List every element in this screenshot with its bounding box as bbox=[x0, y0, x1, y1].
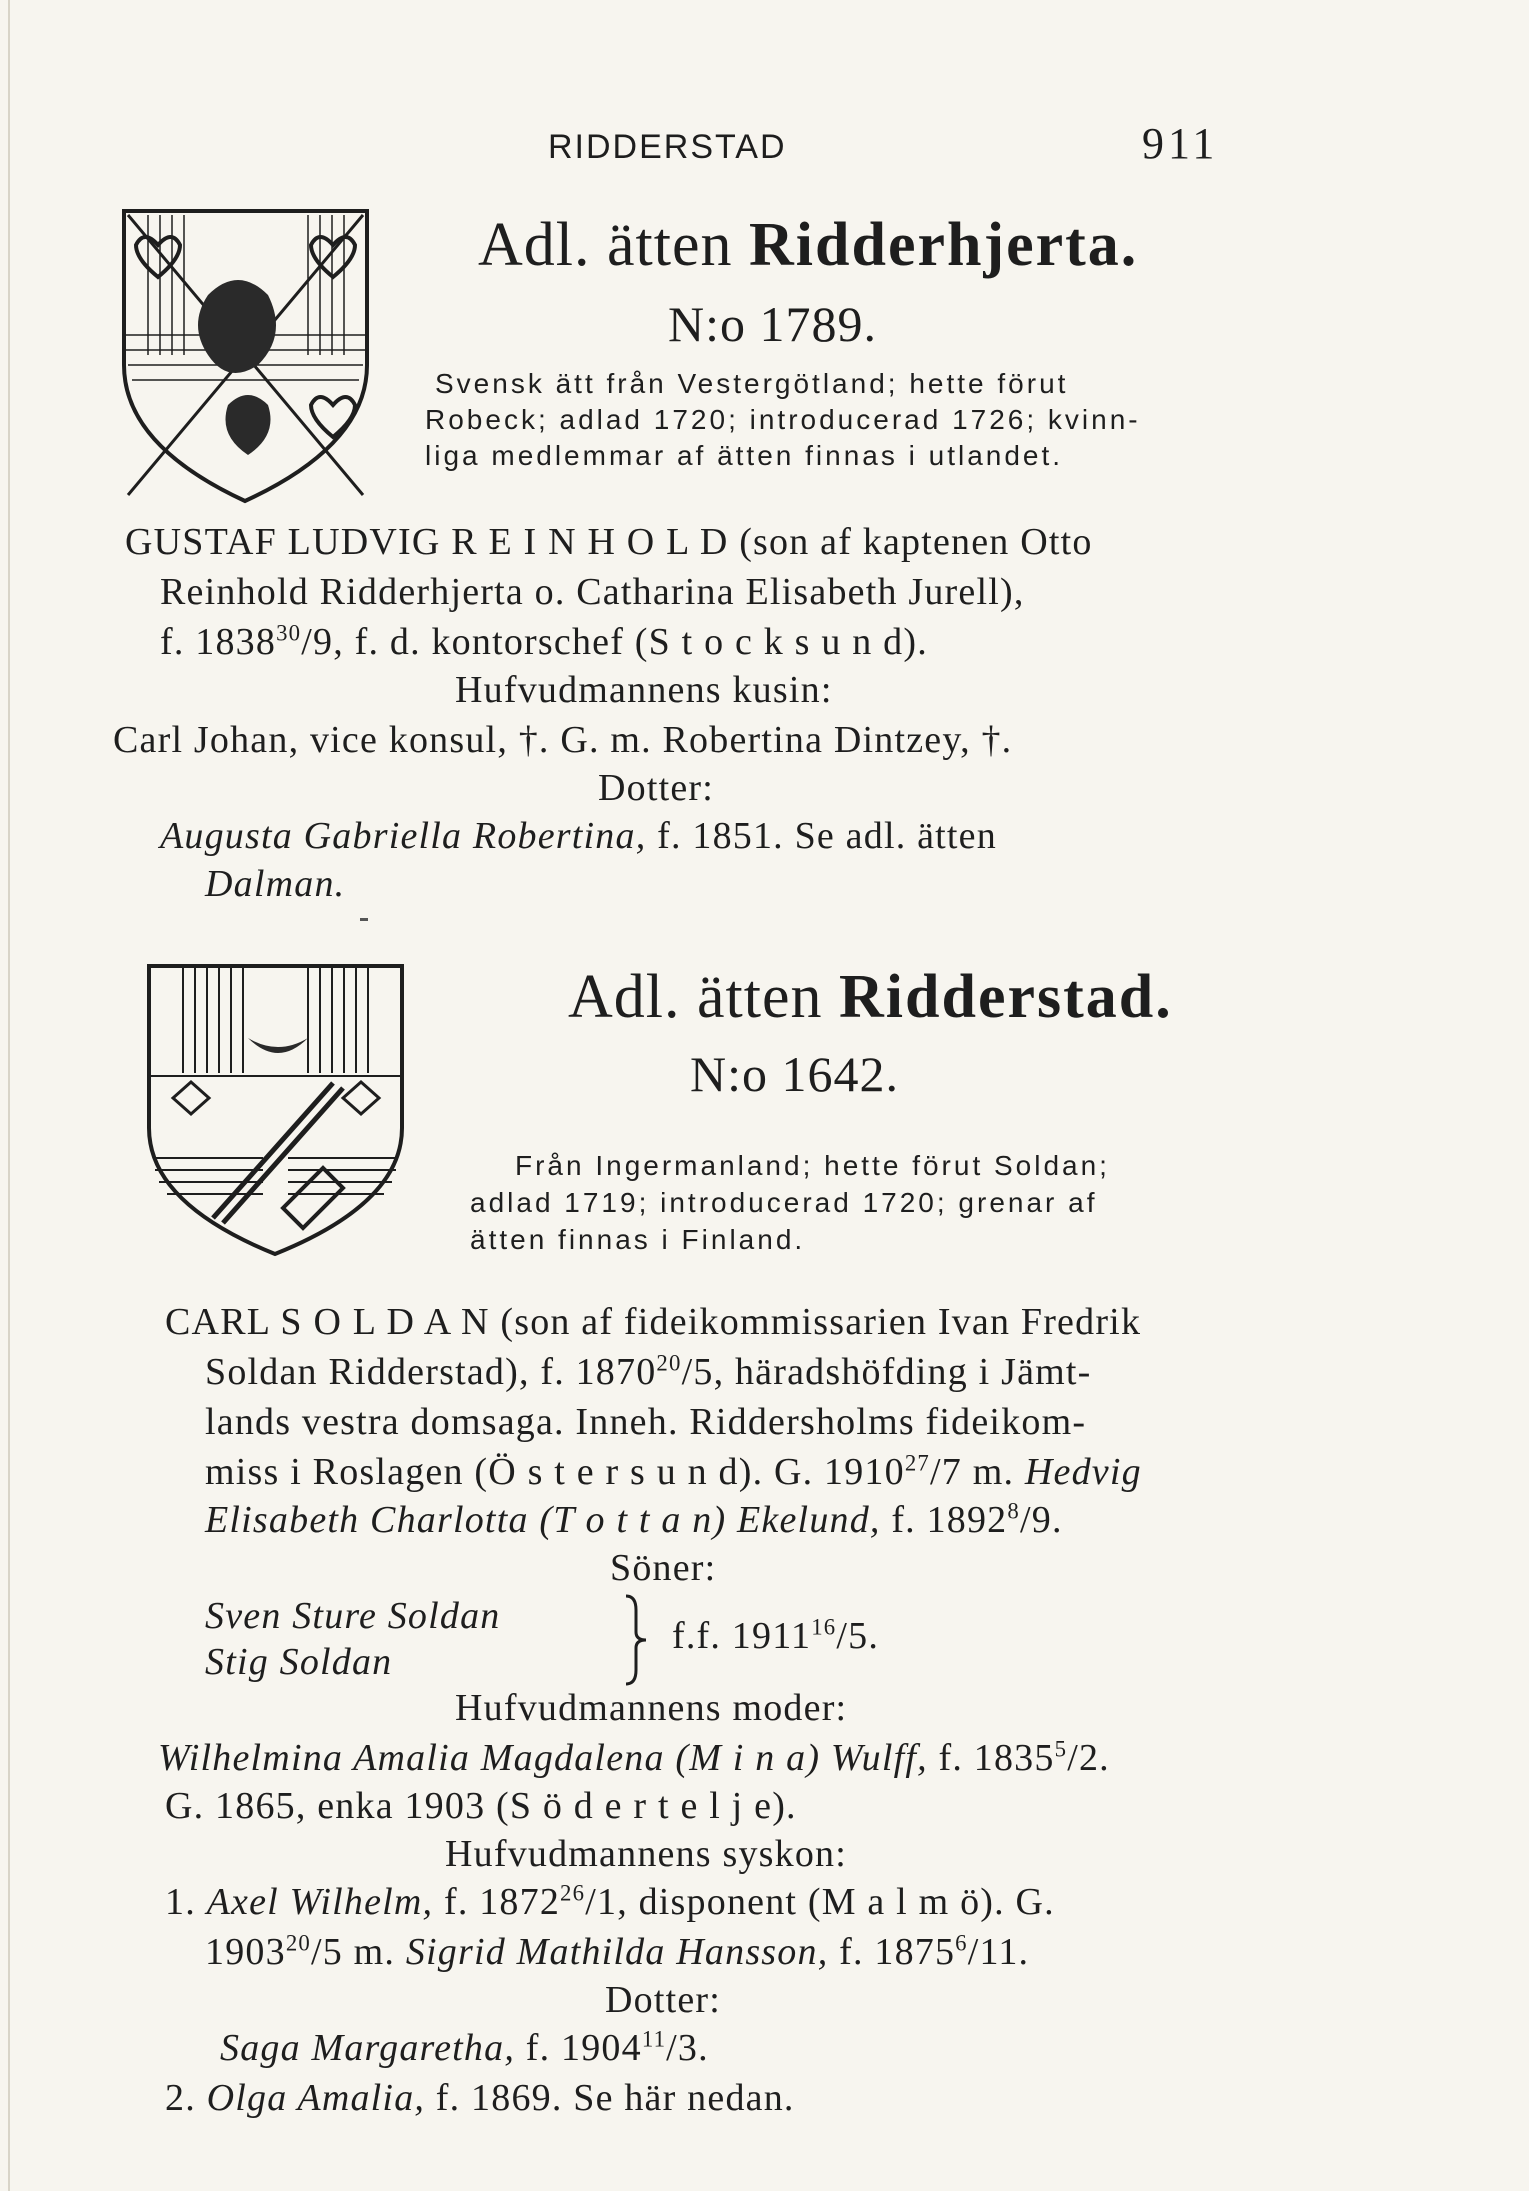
sons-birth bbox=[672, 1614, 879, 1658]
running-header: RIDDERSTAD bbox=[548, 128, 787, 166]
date-sup: 20 bbox=[285, 1930, 312, 1956]
page-edge bbox=[8, 0, 10, 2191]
intro-line: Från Ingermanland; hette förut Soldan; bbox=[515, 1150, 1110, 1181]
head-of-family-line bbox=[165, 1300, 1141, 1344]
date-sup: 5 bbox=[1054, 1736, 1068, 1762]
intro-line: adlad 1719; introducerad 1720; grenar af bbox=[470, 1187, 1098, 1218]
intro-line: liga medlemmar af ätten finnas i utlandet. bbox=[425, 440, 1064, 471]
divider bbox=[360, 918, 368, 921]
mother-line bbox=[158, 1736, 1110, 1780]
coat-of-arms-ridderhjerta bbox=[118, 205, 373, 505]
head-text bbox=[205, 1450, 1142, 1494]
person-name: Hedvig bbox=[1024, 1451, 1142, 1493]
sibling-line bbox=[165, 1880, 1055, 1924]
date-sup: 6 bbox=[955, 1930, 968, 1956]
cousin-line: Carl Johan, vice konsul, †. G. m. Robertina Dintzey, †. bbox=[113, 719, 1013, 761]
date-sup: 11 bbox=[641, 2026, 667, 2052]
person-text: f. 1851. Se adl. ätten bbox=[657, 815, 997, 857]
sibling-daughter-line bbox=[220, 2026, 709, 2070]
family-title-name: Ridderstad. bbox=[839, 963, 1173, 1031]
date-text: /7 m. bbox=[930, 1451, 1015, 1493]
list-number: 1. bbox=[165, 1881, 196, 1923]
section-heading: Hufvudmannens kusin: bbox=[455, 669, 833, 711]
head-name: GUSTAF LUDVIG R E I N H O L D bbox=[125, 521, 729, 563]
list-number: 2. bbox=[165, 2077, 196, 2119]
date-text: f. 1838 bbox=[160, 621, 277, 663]
sibling-line bbox=[165, 2076, 795, 2120]
person-name: Elisabeth Charlotta (T o t t a n) Ekelund, bbox=[205, 1499, 881, 1541]
head-text: (son af fideikommissarien Ivan Fredrik bbox=[500, 1301, 1142, 1343]
date-text: Soldan Ridderstad), f. 1870 bbox=[205, 1351, 657, 1393]
person-name: Axel Wilhelm, bbox=[206, 1881, 434, 1923]
date-sup: 16 bbox=[811, 1614, 837, 1640]
date-text: f. 1904 bbox=[525, 2027, 642, 2069]
date-text: 1903 bbox=[205, 1931, 286, 1973]
head-text bbox=[205, 1498, 1063, 1542]
person-name: Saga Margaretha, bbox=[220, 2027, 516, 2069]
person-name: Olga Amalia, bbox=[206, 2077, 426, 2119]
date-text: f. 1892 bbox=[891, 1499, 1008, 1541]
page-number: 911 bbox=[1142, 119, 1219, 168]
date-text: f. 1835 bbox=[938, 1737, 1055, 1779]
person-name: Stig Soldan bbox=[205, 1641, 393, 1683]
head-text: Reinhold Ridderhjerta o. Catharina Elisabeth Jurell), bbox=[160, 571, 1025, 613]
family-title-prefix: Adl. ätten bbox=[478, 211, 733, 279]
sibling-line bbox=[205, 1930, 1029, 1974]
reference: Dalman. bbox=[205, 863, 346, 905]
family-title-ridderstad bbox=[568, 962, 1173, 1033]
person-name: Sven Sture Soldan bbox=[205, 1595, 501, 1637]
date-sup: 30 bbox=[276, 620, 302, 646]
person-name: Augusta Gabriella Robertina, bbox=[160, 815, 647, 857]
person-text: f. 1869. Se här nedan. bbox=[435, 2077, 795, 2119]
family-number: N:o 1642. bbox=[690, 1046, 899, 1102]
family-title-name: Ridderhjerta. bbox=[749, 211, 1139, 279]
date-sup: 20 bbox=[656, 1350, 682, 1376]
date-text: /3. bbox=[666, 2027, 709, 2069]
date-text: f. 1875 bbox=[839, 1931, 956, 1973]
section-heading: Hufvudmannens moder: bbox=[455, 1687, 848, 1729]
date-sup: 26 bbox=[560, 1880, 586, 1906]
section-heading: Dotter: bbox=[605, 1979, 722, 2021]
date-text: /11. bbox=[967, 1931, 1030, 1973]
date-sup: 8 bbox=[1007, 1498, 1020, 1524]
date-text: /2. bbox=[1067, 1737, 1110, 1779]
person-name: Wilhelmina Amalia Magdalena (M i n a) Wulff, bbox=[158, 1737, 928, 1779]
date-text: /9. bbox=[1020, 1499, 1063, 1541]
mother-line: G. 1865, enka 1903 (S ö d e r t e l j e). bbox=[165, 1785, 797, 1827]
head-name: CARL S O L D A N bbox=[165, 1301, 490, 1343]
head-text: (son af kaptenen Otto bbox=[739, 521, 1093, 563]
head-text: lands vestra domsaga. Inneh. Riddersholms fideikom- bbox=[205, 1401, 1087, 1443]
date-text: f.f. 1911 bbox=[672, 1615, 812, 1657]
intro-line: Robeck; adlad 1720; introducerad 1726; kvinn- bbox=[425, 404, 1141, 435]
date-text: /5, häradshöfding i Jämt- bbox=[681, 1351, 1092, 1393]
head-text bbox=[205, 1350, 1092, 1394]
date-sup: 27 bbox=[904, 1450, 931, 1476]
brace bbox=[622, 1594, 650, 1691]
head-of-family-line bbox=[125, 520, 1093, 564]
section-heading: Dotter: bbox=[598, 767, 715, 809]
section-heading: Söner: bbox=[610, 1547, 717, 1589]
date-text: /1, disponent (M a l m ö). G. bbox=[585, 1881, 1055, 1923]
date-text: /5 m. bbox=[311, 1931, 396, 1973]
date-text: /9, f. d. kontorschef (S t o c k s u n d). bbox=[301, 621, 928, 663]
family-title-prefix: Adl. ätten bbox=[568, 963, 823, 1031]
section-heading: Hufvudmannens syskon: bbox=[445, 1833, 848, 1875]
family-title-ridderhjerta bbox=[478, 210, 1138, 281]
intro-line: Svensk ätt från Vestergötland; hette förut bbox=[435, 368, 1069, 399]
date-text: /5. bbox=[836, 1615, 880, 1657]
family-number: N:o 1789. bbox=[668, 296, 877, 352]
date-text: f. 1872 bbox=[443, 1881, 561, 1923]
daughter-line bbox=[160, 814, 997, 858]
coat-of-arms-ridderstad bbox=[143, 958, 408, 1258]
head-text bbox=[160, 620, 928, 664]
date-text: miss i Roslagen (Ö s t e r s u n d). G. 1910 bbox=[205, 1451, 905, 1493]
intro-line: ätten finnas i Finland. bbox=[470, 1224, 806, 1255]
person-name: Sigrid Mathilda Hansson, bbox=[405, 1931, 829, 1973]
